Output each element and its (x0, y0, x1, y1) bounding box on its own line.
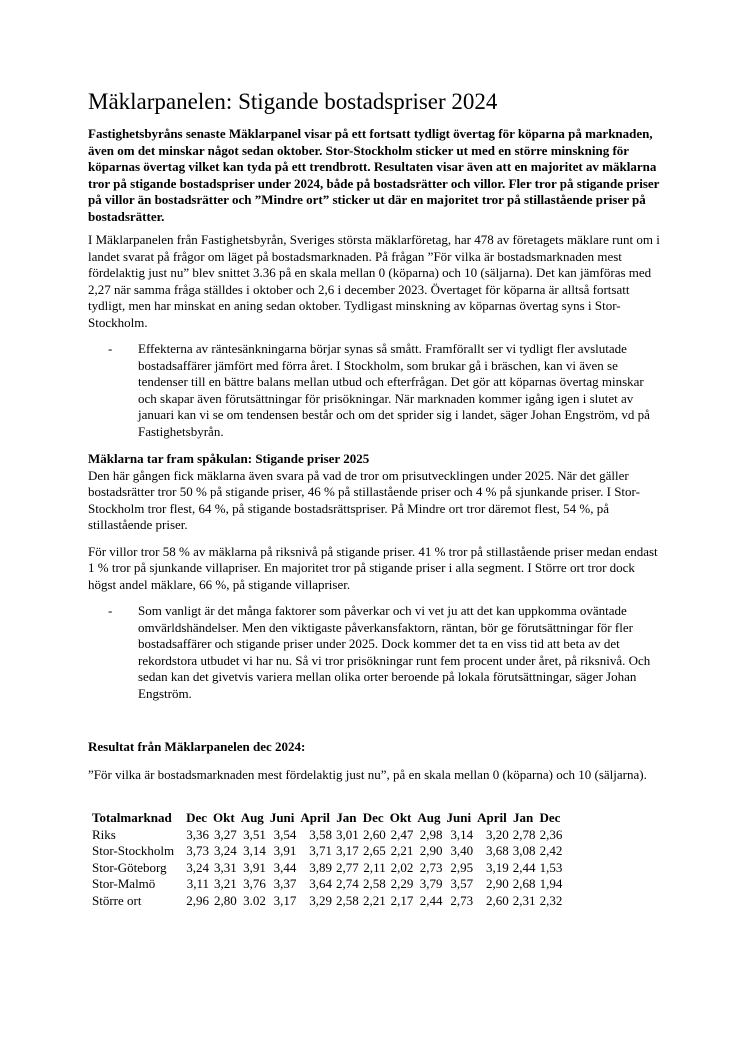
table-header-cell: Juni (269, 810, 295, 825)
table-header-cell: Jan (336, 810, 357, 825)
table-row (92, 843, 566, 860)
table-header-cell: Dec (539, 810, 561, 825)
table-cell: Större ort (92, 892, 142, 908)
results-table (92, 810, 566, 909)
table-cell: 2,90 (485, 876, 509, 891)
table-cell: 3,19 (485, 859, 509, 875)
table-cell: 2,47 (390, 826, 414, 842)
table-cell: 2,42 (539, 843, 563, 858)
table-cell: 3,01 (336, 826, 359, 842)
table-cell: 3,91 (243, 859, 266, 875)
table-cell: 3,11 (186, 876, 210, 891)
quote-text: Effekterna av räntesänkningarna börjar synas så smått. Framförallt ser vi tydligt fler avslutade bostadsaffärer jämfört med förra året. I Stockholm, som brukar gå i bräschen, kan vi även se tendenser till en bättre balans mellan utbud och efterfrågan. Det gör att köparnas övertag minskar och skapar även förutsättningar för prisökningar. När marknaden kommer igång igen i slutet av januari kan vi se om tendensen består och om det sprider sig i landet, säger Johan Engström, vd på Fastighetsbyrån. (138, 341, 650, 439)
table-header-cell: April (300, 810, 331, 825)
table-cell: 2,11 (363, 859, 386, 875)
table-row (92, 893, 566, 910)
quote-dash: - (108, 603, 113, 618)
table-header-cell: Aug (417, 810, 441, 825)
table-cell: 3,14 (243, 843, 266, 858)
section-heading: Mäklarna tar fram spåkulan: Stigande priser 2025 (88, 451, 370, 466)
table-cell: 3.02 (243, 892, 266, 908)
table-header-cell: Okt (389, 810, 412, 825)
table-cell: 2,02 (390, 859, 414, 875)
table-cell: 2,74 (336, 876, 359, 891)
table-header-cell: Totalmarknad (92, 810, 172, 825)
table-cell: Stor-Stockholm (92, 843, 175, 858)
table-cell: 2,21 (362, 892, 386, 908)
table-cell: 3,44 (273, 859, 297, 875)
table-cell: Stor-Göteborg (92, 859, 167, 875)
lead-paragraph: Fastighetsbyråns senaste Mäklarpanel visar på ett fortsatt tydligt övertag för köparna på marknaden, även om det minskar något sedan oktober. Stor-Stockholm sticker ut med en större minskning för köparnas övertag vilket kan tyda på ett trendbrott. Resultaten visar även att en majoritet av mäklarna tror på stigande bostadspriser under 2024, både på bostadsrätter och villor. Fler tror på stigande priser på villor än bostadsrätter och ”Mindre ort” sticker ut där en majoritet tror på stillastående priser på bostadsrätter. (88, 126, 660, 224)
table-cell: 2,58 (362, 876, 386, 891)
table-cell: 2,77 (336, 859, 359, 875)
table-cell: 2,98 (419, 826, 443, 842)
table-cell: 3,17 (336, 843, 359, 858)
table-cell: 2,90 (419, 843, 443, 858)
forecast-paragraph: Den här gången fick mäklarna även svara på vad de tror om prisutvecklingen under 2025. När det gäller bostadsrätter tror 50 % på stigande priser, 46 % på stillastående priser och 4 % på sjunkande priser. I Stor-Stockholm tror flest, 64 %, på stigande bostadsrättspriser. På Mindre ort tror däremot flest, 54 %, på stillastående priser. (88, 467, 640, 532)
intro-paragraph: I Mäklarpanelen från Fastighetsbyrån, Sveriges största mäklarföretag, har 478 av företagets mäklare runt om i landet svarat på frågor om läget på bostadsmarknaden. På frågan ”För vilka är bostadsmarknaden mest fördelaktig just nu” blev snittet 3.36 på en skala mellan 0 (köparna) och 10 (säljarna). Det kan jämföras med 2,27 när samma fråga ställdes i oktober och 2,6 i december 2023. Övertaget för köparna är alltså fortsatt tydligt, men har minskat en aning sedan oktober. Tydligast minskning av köparnas övertag syns i Stor-Stockholm. (88, 232, 660, 330)
table-cell: Riks (92, 826, 116, 842)
table-cell: 3,91 (273, 843, 297, 858)
table-cell: 3,36 (186, 826, 210, 842)
table-cell: 2,17 (390, 892, 414, 908)
page-title: Mäklarpanelen: Stigande bostadspriser 2024 (88, 89, 498, 114)
table-cell: 3,20 (485, 826, 509, 842)
quote-dash: - (108, 341, 113, 356)
table-cell: 2,44 (419, 892, 443, 908)
table-cell: 2,60 (485, 892, 509, 908)
table-header-cell: Aug (240, 810, 264, 825)
table-cell: 3,57 (450, 876, 474, 891)
table-cell: 2,68 (512, 876, 536, 891)
table-cell: 2,73 (419, 859, 443, 875)
table-header-cell: Okt (213, 810, 235, 825)
table-cell: 3,29 (309, 892, 333, 908)
table-cell: Stor-Malmö (92, 876, 156, 891)
table-cell: 3,24 (213, 843, 237, 858)
document-page (88, 88, 660, 909)
table-cell: 2,29 (390, 876, 414, 891)
table-cell: 2,21 (390, 843, 414, 858)
results-heading: Resultat från Mäklarpanelen dec 2024: (88, 739, 306, 754)
table-cell: 2,96 (186, 892, 210, 908)
table-cell: 2,31 (512, 892, 536, 908)
table-cell: 2,36 (539, 826, 563, 842)
table-cell: 3,68 (485, 843, 509, 858)
table-cell: 3,64 (309, 876, 333, 891)
table-cell: 1,53 (539, 859, 563, 875)
table-cell: 3,73 (186, 843, 210, 858)
table-cell: 2,60 (362, 826, 386, 842)
table-cell: 2,78 (512, 826, 536, 842)
table-cell: 2,73 (450, 892, 474, 908)
villa-paragraph: För villor tror 58 % av mäklarna på riksnivå på stigande priser. 41 % tror på stillastående priser medan endast 1 % tror på sjunkande villapriser. En majoritet tror på stigande priser i alla segment. I Större ort tror dock högst andel mäklare, 66 %, på stigande villapriser. (88, 543, 658, 592)
table-cell: 3,89 (309, 859, 333, 875)
table-header-cell: April (477, 810, 507, 825)
table-cell: 2,32 (539, 892, 563, 908)
table-header-cell: Dec (186, 810, 208, 825)
table-cell: 2,95 (450, 859, 474, 875)
table-cell: 3,37 (273, 876, 297, 891)
table-cell: 3,21 (213, 876, 237, 891)
quote-block-1 (108, 341, 660, 440)
table-row (92, 876, 566, 893)
table-row (92, 860, 566, 877)
table-cell: 3,08 (512, 843, 536, 858)
table-header-cell: Jan (512, 810, 534, 825)
table-header-cell: Dec (362, 810, 384, 825)
table-header-row (92, 810, 566, 827)
table-row (92, 827, 566, 844)
table-cell: 3,54 (273, 826, 297, 842)
table-cell: 3,24 (186, 859, 210, 875)
table-cell: 2,58 (336, 892, 359, 908)
table-cell: 3,31 (213, 859, 237, 875)
table-cell: 3,14 (450, 826, 474, 842)
table-cell: 3,79 (419, 876, 443, 891)
table-cell: 3,51 (243, 826, 266, 842)
table-header-cell: Juni (446, 810, 472, 825)
table-cell: 3,76 (243, 876, 266, 891)
quote-text: Som vanligt är det många faktorer som påverkar och vi vet ju att det kan uppkomma oväntade omvärldshändelser. Men den viktigaste påverkansfaktorn, räntan, bör ge förutsättningar för fler bostadsaffärer och stigande priser under 2025. Dock kommer det ta en viss tid att beta av det rekordstora utbudet vi har nu. Så vi tror prisökningar runt fem procent under året, på riksnivå. Och sedan kan det givetvis variera mellan olika orter beroende på lokala förutsättningar, säger Johan Engström. (138, 603, 651, 701)
table-cell: 2,44 (512, 859, 536, 875)
table-cell: 3,58 (309, 826, 333, 842)
table-cell: 3,27 (213, 826, 237, 842)
quote-block-2 (108, 603, 660, 702)
table-cell: 3,40 (450, 843, 474, 858)
table-cell: 3,17 (273, 892, 297, 908)
table-cell: 1,94 (539, 876, 563, 891)
table-cell: 2,80 (213, 892, 237, 908)
survey-question: ”För vilka är bostadsmarknaden mest fördelaktig just nu”, på en skala mellan 0 (köparna) och 10 (säljarna). (88, 766, 647, 782)
table-cell: 2,65 (362, 843, 386, 858)
table-cell: 3,71 (309, 843, 333, 858)
